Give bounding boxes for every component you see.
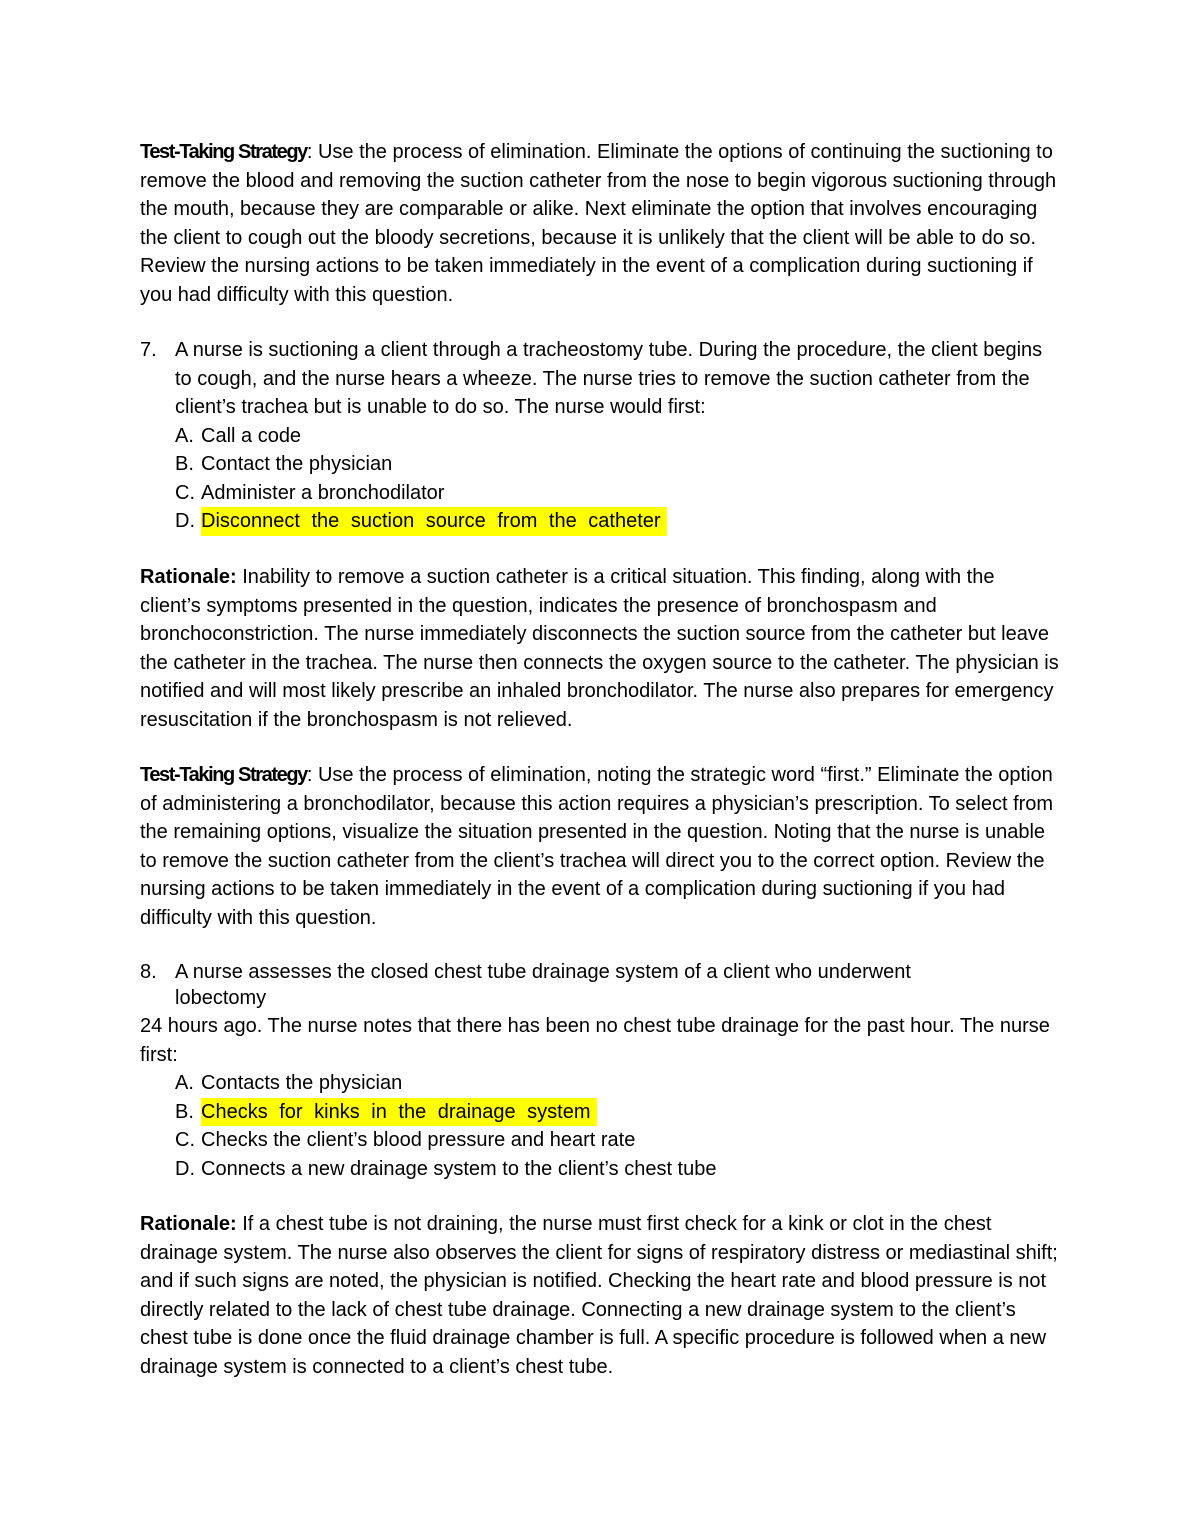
option-c <box>175 1126 1060 1155</box>
strategy-text: : Use the process of elimination. Eliminate the options of continuing the suctioning to remove the blood and removing the suction catheter from the nose to begin vigorous suctioning through the mouth, because they are comparable or alike. Next eliminate the option that involves encouraging the client to cough out the bloody secretions, because it is unlikely that the client will be able to do so. Review the nursing actions to be taken immediately in the event of a complication during suctioning if you had difficulty with this question. <box>140 141 1057 306</box>
option-list <box>175 422 1060 536</box>
question-stem-continuation: 24 hours ago. The nurse notes that there has been no chest tube drainage for the past hour. The nurse first: <box>140 1015 1050 1066</box>
strategy-label: Test-Taking Strategy <box>140 764 307 786</box>
question-number: 7. <box>140 339 157 361</box>
strategy-paragraph-6 <box>140 138 1060 309</box>
option-b <box>175 450 1060 479</box>
strategy-text: : Use the process of elimination, noting the strategic word “first.” Eliminate the option of administering a bronchodilator, because this action requires a physician’s prescription. To select from the remaining options, visualize the situation presented in the question. Noting that the nurse is unable to remove the suction catheter from the client’s trachea will direct you to the correct option. Review the nursing actions to be taken immediately in the event of a complication during suctioning if you had difficulty with this question. <box>140 764 1054 929</box>
option-letter: B. <box>175 453 194 475</box>
option-letter: A. <box>175 1072 194 1094</box>
option-text: Connects a new drainage system to the client’s chest tube <box>201 1157 717 1180</box>
option-a <box>175 1069 1060 1098</box>
option-letter: B. <box>175 1100 194 1123</box>
option-letter: D. <box>175 510 195 532</box>
highlighted-answer: Disconnect the suction source from the catheter <box>201 507 667 536</box>
option-text: Checks the client’s blood pressure and heart rate <box>201 1129 636 1151</box>
question-stem: A nurse is suctioning a client through a tracheostomy tube. During the procedure, the client begins to cough, and the nurse hears a wheeze. The nurse tries to remove the suction catheter from the client’s trachea but is unable to do so. The nurse would first: <box>175 339 1043 418</box>
highlighted-answer: Checks for kinks in the drainage system <box>201 1098 597 1127</box>
option-list <box>175 1069 1060 1183</box>
rationale-text: If a chest tube is not draining, the nurse must first check for a kink or clot in the chest drainage system. The nurse also observes the client for signs of respiratory distress or mediastinal shift; and if such signs are noted, the physician is notified. Checking the heart rate and blood pressure is not directly related to the lack of chest tube drainage. Connecting a new drainage system to the client’s chest tube is done once the fluid drainage chamber is full. A specific procedure is followed when a new drainage system is connected to a client’s chest tube. <box>140 1213 1058 1378</box>
rationale-label: Rationale: <box>140 566 237 588</box>
option-d <box>175 1155 1060 1184</box>
option-d-correct <box>175 507 1060 536</box>
option-c <box>175 479 1060 508</box>
question-8-body <box>140 1012 1060 1183</box>
rationale-7 <box>140 563 1060 734</box>
strategy-label: Test-Taking Strategy <box>140 141 307 163</box>
rationale-label: Rationale: <box>140 1213 237 1235</box>
rationale-8 <box>140 1210 1060 1381</box>
option-a <box>175 422 1060 451</box>
option-text: Contacts the physician <box>201 1072 403 1094</box>
option-letter: A. <box>175 424 194 447</box>
question-stem: A nurse assesses the closed chest tube drainage system of a client who underwent lobectomy <box>175 961 911 1009</box>
option-letter: C. <box>175 481 195 504</box>
option-b-correct <box>175 1098 1060 1127</box>
option-text: Call a code <box>201 424 302 447</box>
option-text: Administer a bronchodilator <box>201 481 445 504</box>
question-number: 8. <box>140 961 157 983</box>
option-text: Contact the physician <box>201 453 393 475</box>
rationale-text: Inability to remove a suction catheter is a critical situation. This finding, along with the client’s symptoms presented in the question, indicates the presence of bronchospasm and bronchoconstriction. The nurse immediately disconnects the suction source from the catheter but leave the catheter in the trachea. The nurse then connects the oxygen source to the catheter. The physician is notified and will most likely prescribe an inhaled bronchodilator. The nurse also prepares for emergency resuscitation if the bronchospasm is not relieved. <box>140 566 1059 731</box>
question-7 <box>140 336 1060 536</box>
option-letter: D. <box>175 1157 195 1180</box>
option-letter: C. <box>175 1129 195 1151</box>
strategy-paragraph-7 <box>140 761 1060 932</box>
question-8 <box>140 959 1060 1011</box>
